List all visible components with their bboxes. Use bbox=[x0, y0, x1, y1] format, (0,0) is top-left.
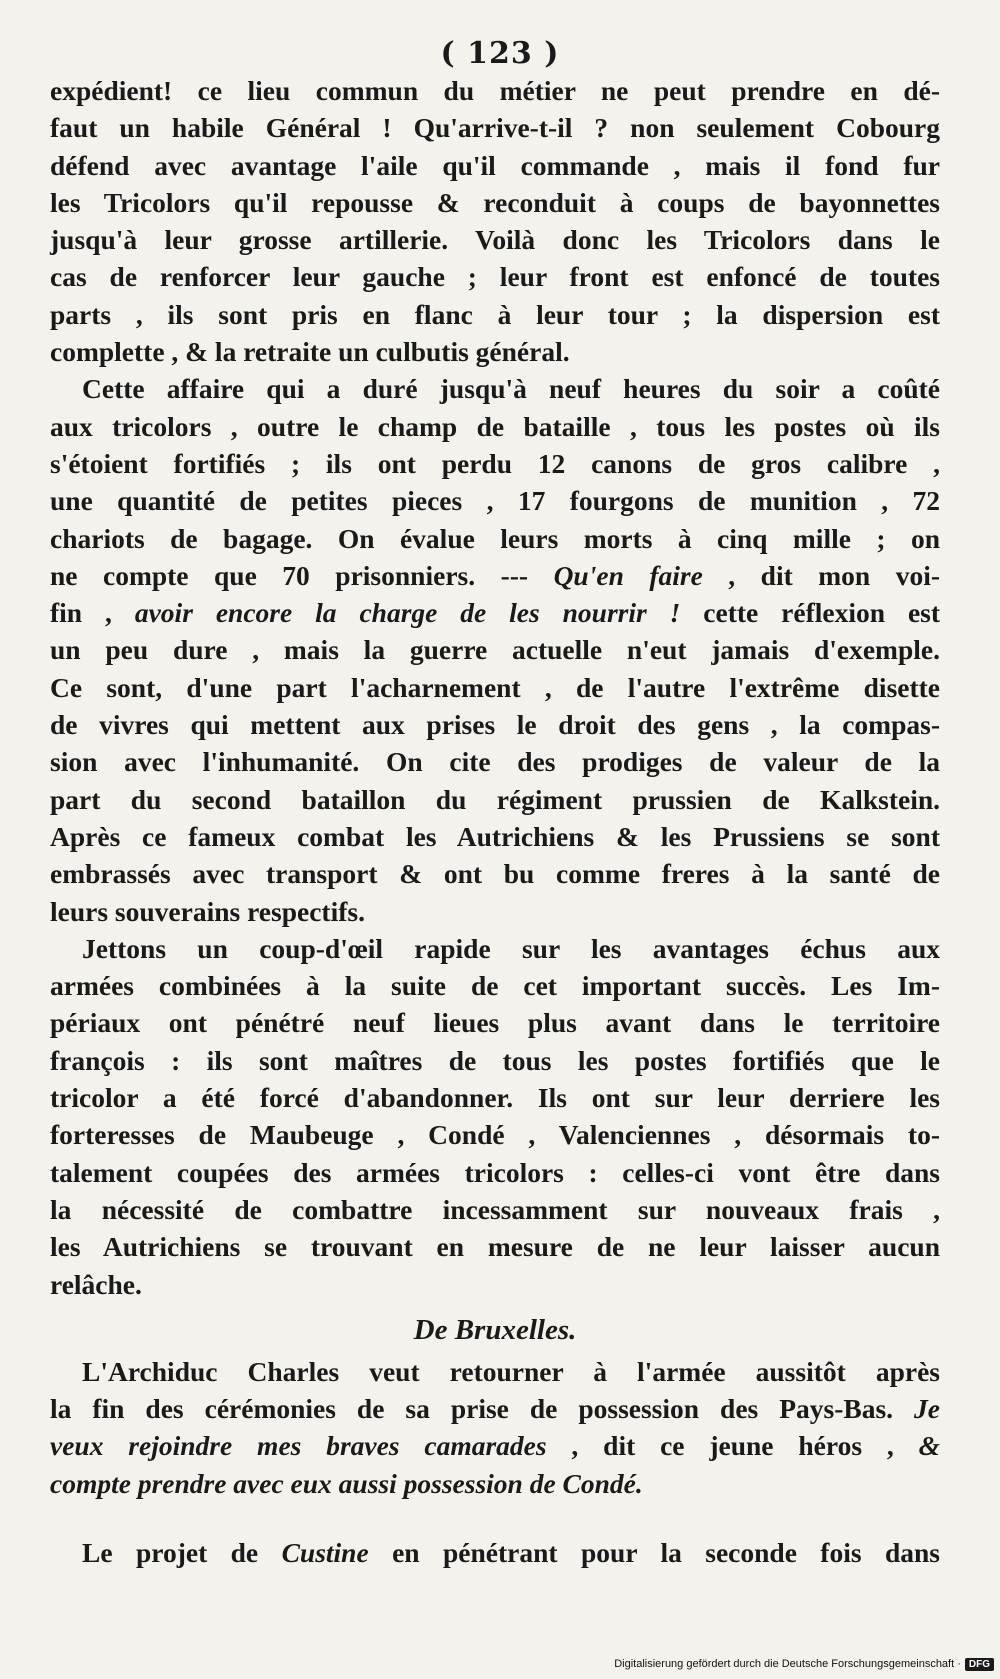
text-segment: , dit ce jeune héros , bbox=[546, 1430, 919, 1462]
text-line: relâche. bbox=[50, 1268, 142, 1300]
digitization-credit bbox=[614, 1655, 994, 1673]
text-segment: en pénétrant pour la seconde fois dans bbox=[368, 1536, 941, 1568]
italic-quote: & bbox=[918, 1430, 940, 1462]
text-line: Cette affaire qui a duré jusqu'à neuf heures du soir a coûté bbox=[82, 373, 940, 405]
italic-quote: veux rejoindre mes braves camarades bbox=[50, 1430, 547, 1462]
text-line: cas de renforcer leur gauche ; leur front est enfoncé de toutes bbox=[50, 261, 940, 293]
page-number: ( 123 ) bbox=[440, 36, 560, 71]
italic-name: Custine bbox=[281, 1536, 369, 1568]
text-line: sion avec l'inhumanité. On cite des prodiges de valeur de la bbox=[50, 746, 940, 778]
text-line: leurs souverains respectifs. bbox=[50, 895, 365, 927]
text-line: complette , & la retraite un culbutis général. bbox=[50, 336, 570, 368]
text-line: s'étoient fortifiés ; ils ont perdu 12 canons de gros calibre , bbox=[50, 447, 940, 479]
text-line: chariots de bagage. On évalue leurs morts à cinq mille ; on bbox=[50, 522, 940, 554]
text-line bbox=[50, 1427, 940, 1464]
text-line: part du second bataillon du régiment prussien de Kalkstein. bbox=[50, 783, 940, 815]
text-line: forteresses de Maubeuge , Condé , Valenciennes , désormais to- bbox=[50, 1119, 940, 1151]
italic-quote: avoir encore la charge de les nourrir ! bbox=[134, 597, 681, 629]
text-line: la nécessité de combattre incessamment sur nouveaux frais , bbox=[50, 1193, 940, 1225]
text-line: les Tricolors qu'il repousse & reconduit à coups de bayonnettes bbox=[50, 186, 940, 218]
text-segment: fin , bbox=[50, 597, 135, 629]
text-line: Jettons un coup-d'œil rapide sur les avantages échus aux bbox=[82, 932, 940, 964]
text-line: françois : ils sont maîtres de tous les postes fortifiés que le bbox=[50, 1044, 940, 1076]
text-line bbox=[50, 1534, 940, 1571]
text-line: périaux ont pénétré neuf lieues plus avant dans le territoire bbox=[50, 1007, 940, 1039]
text-line: un peu dure , mais la guerre actuelle n'eut jamais d'exemple. bbox=[50, 634, 940, 666]
text-line: les Autrichiens se trouvant en mesure de ne leur laisser aucun bbox=[50, 1231, 940, 1263]
text-line: faut un habile Général ! Qu'arrive-t-il ? non seulement Cobourg bbox=[50, 112, 940, 144]
text-segment: ne compte que 70 prisonniers. --- bbox=[50, 559, 554, 591]
text-segment: cette réflexion est bbox=[680, 597, 941, 629]
text-segment: , dit mon voi- bbox=[702, 559, 941, 591]
text-line: aux tricolors , outre le champ de bataille , tous les postes où ils bbox=[50, 410, 940, 442]
italic-quote: compte prendre avec eux aussi possession de Condé. bbox=[50, 1467, 643, 1499]
text-line bbox=[50, 1390, 940, 1427]
text-line: Ce sont, d'une part l'acharnement , de l'autre l'extrême disette bbox=[50, 671, 940, 703]
text-line: une quantité de petites pieces , 17 fourgons de munition , 72 bbox=[50, 485, 940, 517]
body-text bbox=[50, 72, 940, 1571]
credit-text: Digitalisierung gefördert durch die Deutsche Forschungsgemeinschaft · bbox=[614, 1658, 961, 1670]
text-line bbox=[50, 557, 940, 594]
text-line: expédient! ce lieu commun du métier ne peut prendre en dé- bbox=[50, 75, 940, 106]
italic-quote: Qu'en faire bbox=[553, 559, 703, 591]
text-line: Après ce fameux combat les Autrichiens & les Prussiens se sont bbox=[50, 820, 940, 852]
text-line: tricolor a été forcé d'abandonner. Ils ont sur leur derriere les bbox=[50, 1082, 940, 1114]
text-segment: Le projet de bbox=[82, 1536, 282, 1568]
dfg-logo: DFG bbox=[965, 1658, 994, 1671]
text-line: armées combinées à la suite de cet important succès. Les Im- bbox=[50, 970, 940, 1002]
paragraph-gap bbox=[50, 1502, 940, 1534]
text-line: jusqu'à leur grosse artillerie. Voilà donc les Tricolors dans le bbox=[50, 224, 940, 256]
text-segment: la fin des cérémonies de sa prise de possession des Pays-Bas. bbox=[50, 1393, 915, 1425]
text-line: parts , ils sont pris en flanc à leur tour ; la dispersion est bbox=[50, 298, 940, 330]
text-line bbox=[50, 594, 940, 631]
text-line bbox=[50, 1465, 940, 1502]
italic-quote: Je bbox=[914, 1393, 940, 1425]
text-line: talement coupées des armées tricolors : celles-ci vont être dans bbox=[50, 1156, 940, 1188]
text-line: de vivres qui mettent aux prises le droit des gens , la compas- bbox=[50, 709, 940, 741]
section-heading: De Bruxelles. bbox=[413, 1313, 577, 1346]
text-line: embrassés avec transport & ont bu comme freres à la santé de bbox=[50, 858, 940, 890]
text-line: L'Archiduc Charles veut retourner à l'armée aussitôt après bbox=[82, 1355, 940, 1387]
text-line: défend avec avantage l'aile qu'il commande , mais il fond fur bbox=[50, 149, 940, 181]
